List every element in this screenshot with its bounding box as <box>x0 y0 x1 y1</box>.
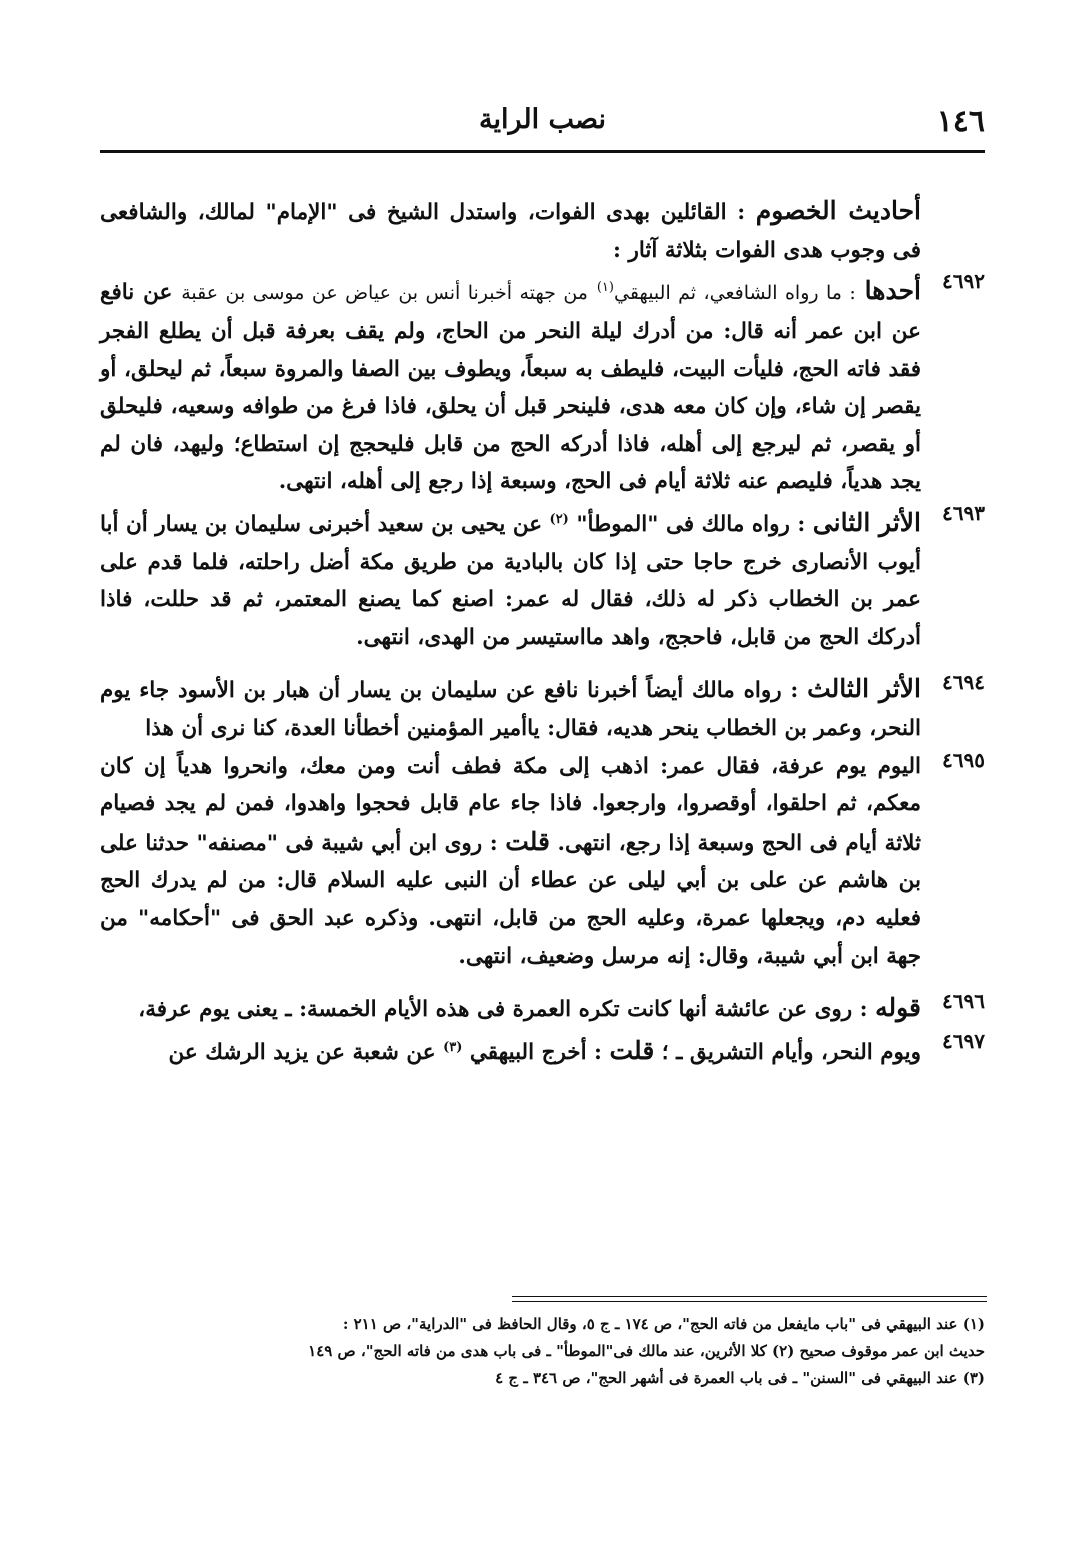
entry-4695 <box>100 748 985 976</box>
entry-text: : رواه مالك أيضاً أخبرنا نافع عن سليمان بن يسار أن هبار بن الأسود جاء يوم النحر، وعمر بن الخطاب ينحر هديه، فقال: ياأمير المؤمنين أخطأنا العدة، كنا نرى أن هذا <box>100 678 921 742</box>
entry-text: : روى عن عائشة أنها كانت تكره العمرة فى هذه الأيام الخمسة: ـ يعنى يوم عرفة، <box>138 997 868 1023</box>
entry-text: عن شعبة عن يزيد الرشك عن <box>168 1039 436 1065</box>
qult-lead: قلت <box>609 1035 655 1065</box>
entry-text: عن يحيى بن سعيد أخبرنى سليمان بن يسار أن أبا أيوب الأنصارى خرج حاجا حتى إذا كان بالبادية من طريق مكة أضل راحلته، فلما قدم على عمر بن الخطاب ذكر له ذلك، فقال له عمر: اصنع كما يصنع المعتمر، ثم قد حللت، فاذا أدركك الحج من قابل، فاحجج، واهد مااستيسر من الهدى، انتهى. <box>100 512 921 650</box>
entry-4692 <box>100 269 985 501</box>
entry-text: اليوم يوم عرفة، فقال عمر: اذهب إلى مكة فطف أنت ومن معك، وانحروا هدياً إن كان معكم، ثم احلقوا، أوقصروا، وارجعوا. فاذا جاء عام قابل فحجوا واهدوا، فمن لم يجد فصيام ثلاثة أيام فى الحج وسبعة إذا رجع، انتهى. <box>100 753 921 856</box>
qult-lead: قلت <box>505 826 550 856</box>
entry-text: : أخرج البيهقي <box>469 1039 602 1065</box>
entry-lead: الأثر الثانى <box>812 508 921 538</box>
footnote-divider <box>512 1296 987 1302</box>
entry-lead: الأثر الثالث <box>807 674 921 704</box>
footnote-line: حديث ابن عمر موقوف صحيح (٢) كلا الأثرين، عند مالك فى"الموطأ" ـ فى باب هدى من فاته الحج"، ص ١٤٩ <box>308 1342 985 1360</box>
footnote-line: (٣) عند البيهقي فى "السنن" ـ فى باب العمرة فى أشهر الحج"، ص ٣٤٦ ـ ج ٤ <box>495 1369 985 1387</box>
entry-4694 <box>100 670 985 747</box>
entry-4696 <box>100 989 985 1029</box>
entry-4697 <box>100 1029 985 1072</box>
entry-text: من جهته أخبرنا أنس بن عياض عن موسى بن عقبة <box>181 282 588 305</box>
page-header <box>100 104 985 144</box>
entry-text: عن نافع عن ابن عمر أنه قال: من أدرك ليلة النحر من الحاج، ولم يقف بعرفة قبل أن يطلع الفجر فقد فاته الحج، فليأت البيت، فليطف به سبعاً، ويطوف بين الصفا والمروة سبعاً، ثم ليحلق، أو يقصر إن شاء، وإن كان معه هدى، فلينحر قبل أن يحلق، فاذا فرغ من طوافه وسعيه، فليحلق أو يقصر، ثم ليرجع إلى أهله، فاذا أدركه الحج من قابل فليحجج إن استطاع؛ وليهد، فان لم يجد هدياً، فليصم عنه ثلاثة أيام فى الحج، وسبعة إذا رجع إلى أهله، انتهى. <box>100 280 921 495</box>
footnotes <box>100 1311 985 1392</box>
entry-text: : رواه مالك فى "الموطأ" <box>576 512 806 538</box>
intro-paragraph <box>100 192 985 269</box>
entry-lead: أحدها <box>864 276 921 306</box>
intro-text: : القائلين بهدى الفوات، واستدل الشيخ فى "الإمام" لمالك، والشافعى فى وجوب هدى الفوات بثلاثة آثار : <box>100 200 921 263</box>
page-number: ١٤٦ <box>936 104 985 139</box>
entry-lead: قوله <box>875 993 921 1023</box>
entry-text: : ما رواه الشافعي، ثم البيهقي <box>613 282 856 305</box>
footnote-marker: (٢) <box>549 511 569 527</box>
main-text <box>100 192 985 1072</box>
footnote-marker: (١) <box>596 280 614 296</box>
paragraph-gap <box>100 656 985 670</box>
paragraph-gap <box>100 975 985 989</box>
page-title: نصب الراية <box>479 104 606 135</box>
entry-text: : روى ابن أبي شيبة فى "مصنفه" حدثنا على بن هاشم عن على بن أبي ليلى عن عطاء أن النبى عليه السلام قال: من لم يدرك الحج فعليه دم، ويجعلها عمرة، وعليه الحج من قابل، انتهى. وذكره عبد الحق فى "أحكامه" من جهة ابن أبي شيبة، وقال: إنه مرسل وضعيف، انتهى. <box>100 830 921 969</box>
entry-number: ٤٦٩٧ <box>942 1028 985 1053</box>
header-divider <box>100 150 985 153</box>
entry-4693 <box>100 501 985 657</box>
entry-number: ٤٦٩٦ <box>942 989 985 1014</box>
entry-number: ٤٦٩٢ <box>942 269 985 294</box>
footnote-line: (١) عند البيهقي فى "باب مايفعل من فاته الحج"، ص ١٧٤ ـ ج ٥، وقال الحافظ فى "الدراية"، ص ٢١١ : <box>342 1315 985 1333</box>
entry-number: ٤٦٩٣ <box>942 500 985 525</box>
intro-lead: أحاديث الخصوم <box>755 196 921 225</box>
entry-text: ويوم النحر، وأيام التشريق ـ ؛ <box>661 1039 921 1065</box>
entry-number: ٤٦٩٤ <box>942 670 985 695</box>
footnote-marker: (٣) <box>443 1039 463 1055</box>
entry-number: ٤٦٩٥ <box>942 747 985 772</box>
